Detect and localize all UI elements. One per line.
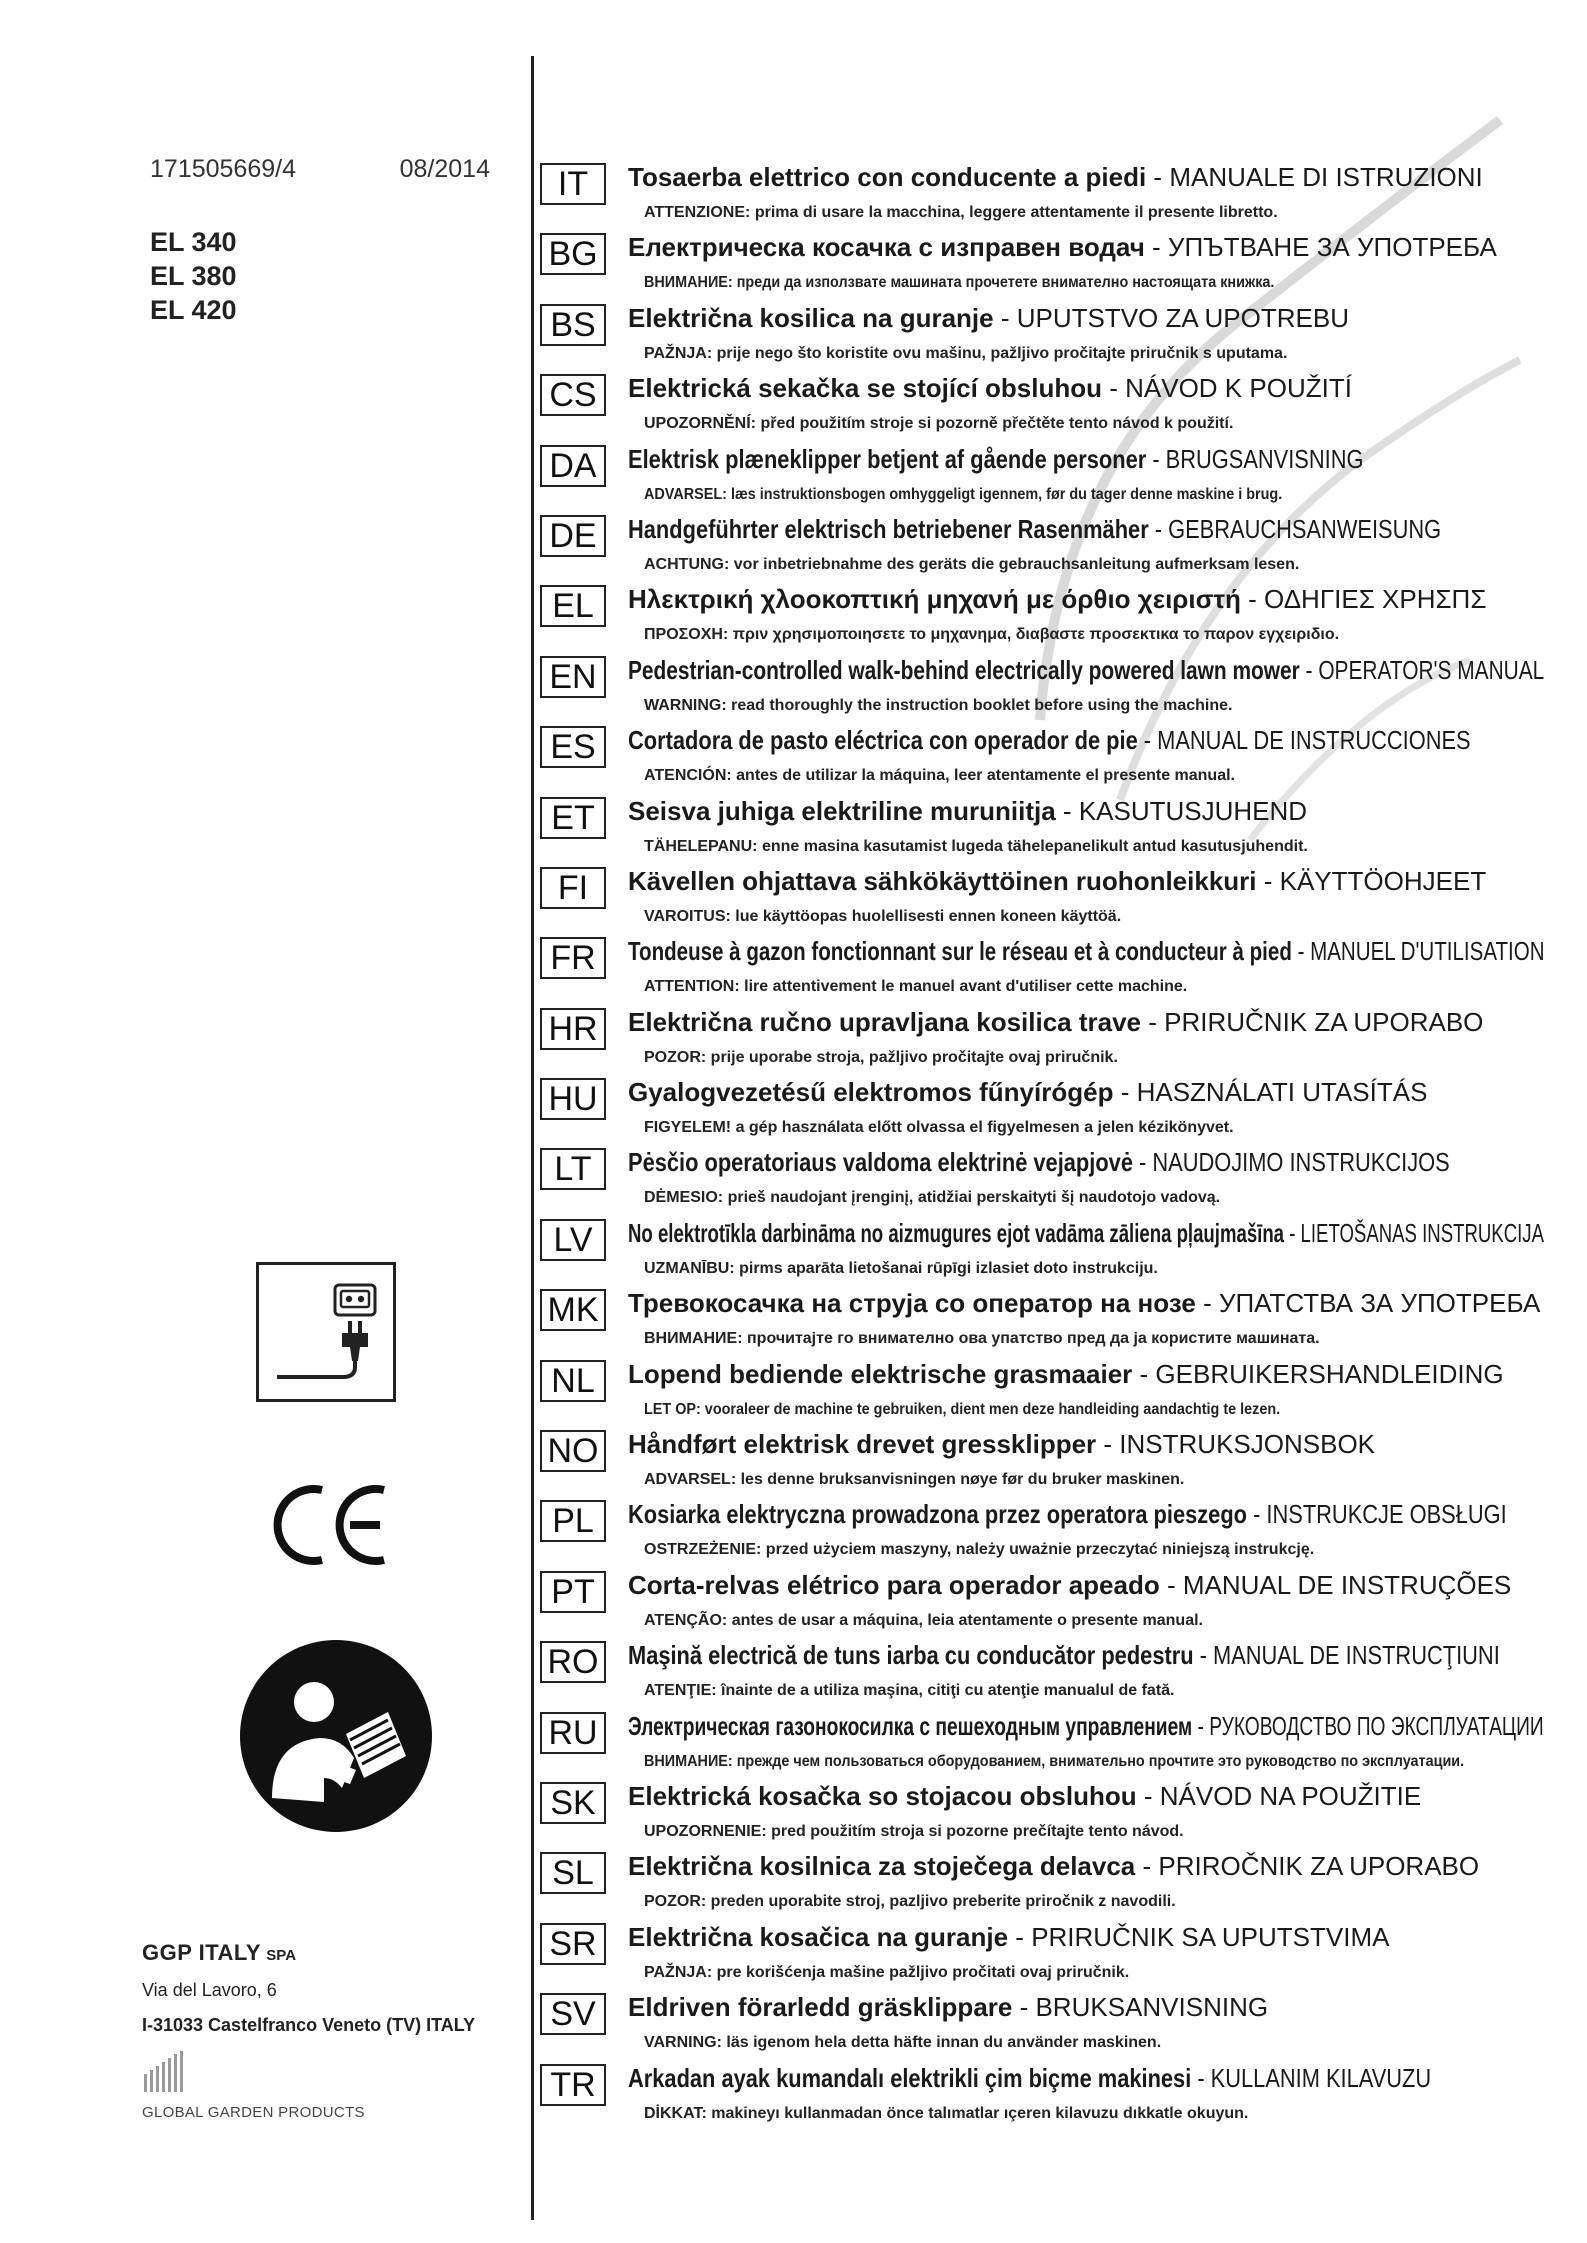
language-row-pt: [540, 1568, 1550, 1638]
model-name: EL 420: [150, 295, 237, 325]
warning-label: LET OP:: [644, 1400, 701, 1418]
language-row-el: [540, 582, 1550, 652]
warning-text: прочитајте го внимателно ова упатство пред да ја користите машината.: [747, 1330, 1320, 1348]
warning-text: pre korišćenja mašine pažljivo pročitati ovaj priručnik.: [716, 1963, 1130, 1981]
electric-plug-icon: [256, 1262, 396, 1402]
warning-line: [644, 767, 1235, 785]
warning-text: vooraleer de machine te gebruiken, dient men deze handleiding aandachtig te lezen.: [704, 1400, 1281, 1418]
language-title-line: [628, 1922, 1389, 1953]
language-list: [540, 160, 1550, 2131]
warning-label: FIGYELEM!: [644, 1119, 732, 1137]
ggp-logo-icon: [142, 2050, 202, 2097]
warning-line: [644, 2034, 1161, 2052]
warning-line: [644, 1753, 1464, 1771]
manual-type: УПЪТВАНЕ ЗА УПОТРЕБА: [1167, 232, 1497, 263]
title-separator: -: [1132, 1147, 1153, 1178]
title-separator: -: [1146, 443, 1166, 474]
product-title: Handgeführter elektrisch betriebener Rasenmäher: [628, 513, 1149, 544]
language-title-line: [628, 1218, 1544, 1249]
model-list: [150, 225, 237, 327]
warning-label: ATTENZIONE:: [644, 204, 751, 221]
warning-text: a gép használata előtt olvassa el figyelmesen a jelen kézikönyvet.: [735, 1119, 1234, 1137]
manual-type: GEBRUIKERSHANDLEIDING: [1155, 1358, 1504, 1389]
language-code-badge: BS: [540, 304, 606, 346]
warning-label: ВНИМАНИЕ:: [644, 1330, 743, 1348]
language-code-badge: MK: [540, 1289, 606, 1331]
product-title: Gyalogvezetésű elektromos fűnyírógép: [628, 1077, 1114, 1108]
title-separator: -: [1284, 1217, 1301, 1248]
product-title: Corta-relvas elétrico para operador apeado: [628, 1569, 1160, 1600]
product-title: Električna kosilnica za stoječega delavca: [628, 1851, 1136, 1882]
product-title: Električna kosilica na guranje: [628, 302, 994, 333]
warning-label: POZOR:: [644, 1893, 707, 1911]
product-title: Електрическа косачка с изправен водач: [628, 232, 1145, 263]
manual-type: KULLANIM KILAVUZU: [1210, 2062, 1432, 2093]
language-title-line: [628, 936, 1545, 967]
warning-text: prieš naudojant įrenginį, atidžiai perskaityti šį naudotojo vadovą.: [727, 1189, 1221, 1207]
language-code-badge: EL: [540, 585, 606, 627]
warning-text: makineyı kullanmadan önce talımatlar ıçeren kilavuzu dıkkatle okuyun.: [711, 2104, 1249, 2122]
product-title: Elektrisk plæneklipper betjent af gående personer: [628, 443, 1147, 474]
language-row-bg: [540, 230, 1550, 300]
product-title: Pedestrian-controlled walk-behind electrically powered lawn mower: [628, 654, 1300, 685]
language-row-sk: [540, 1779, 1550, 1849]
title-separator: -: [1148, 513, 1169, 544]
language-title-line: [628, 1007, 1483, 1038]
warning-line: [644, 1189, 1220, 1207]
language-title-line: [628, 514, 1441, 545]
language-row-de: [540, 512, 1550, 582]
language-code-badge: BG: [540, 233, 606, 275]
language-row-da: [540, 442, 1550, 512]
product-title: Seisva juhiga elektriline muruniitja: [628, 795, 1056, 826]
product-title: Tondeuse à gazon fonctionnant sur le réseau et à conducteur à pied: [628, 936, 1292, 967]
language-row-es: [540, 723, 1550, 793]
language-title-line: [628, 796, 1307, 827]
language-code-badge: ET: [540, 797, 606, 839]
title-separator: -: [1193, 1640, 1213, 1671]
manual-type: MANUAL DE INSTRUÇÕES: [1182, 1569, 1512, 1600]
warning-label: UPOZORNENIE:: [644, 1822, 767, 1840]
title-separator: -: [1240, 584, 1265, 615]
manual-type: NÁVOD NA POUŽITIE: [1159, 1780, 1422, 1811]
manual-type: GEBRAUCHSANWEISUNG: [1168, 513, 1442, 544]
company-suffix: SPA: [266, 1947, 297, 1964]
title-separator: -: [1291, 936, 1311, 967]
title-separator: -: [1191, 2062, 1211, 2093]
manual-type: KÄYTTÖOHJEET: [1279, 865, 1487, 896]
language-row-ru: [540, 1709, 1550, 1779]
language-code-badge: PL: [540, 1500, 606, 1542]
warning-line: [644, 274, 1274, 292]
title-separator: -: [993, 302, 1017, 333]
language-code-badge: SL: [540, 1852, 606, 1894]
language-code-badge: IT: [540, 163, 606, 205]
warning-text: preden uporabite stroj, pazljivo preberite priročnik z navodili.: [710, 1893, 1176, 1911]
read-manual-icon: [238, 1638, 434, 1839]
language-code-badge: ES: [540, 726, 606, 768]
warning-text: прежде чем пользоваться оборудованием, внимательно прочтите это руководство по эксплуатации.: [736, 1752, 1465, 1770]
warning-text: prima di usare la macchina, leggere attentamente il presente libretto.: [754, 204, 1278, 221]
warning-line: [644, 626, 1339, 644]
title-separator: -: [1144, 232, 1168, 263]
warning-label: ATENŢIE:: [644, 1682, 717, 1700]
warning-text: antes de usar a máquina, leia atentamente o presente manual.: [731, 1611, 1203, 1629]
language-row-cs: [540, 371, 1550, 441]
warning-text: lue käyttöopas huolellisesti ennen koneen käyttöä.: [735, 907, 1122, 925]
warning-line: [644, 1471, 1184, 1489]
language-title-line: [628, 1570, 1511, 1601]
product-title: Električna ručno upravljana kosilica trave: [628, 1006, 1142, 1037]
language-code-badge: LT: [540, 1148, 606, 1190]
warning-label: ATENÇÃO:: [644, 1611, 728, 1629]
language-title-line: [628, 866, 1486, 897]
manual-type: NAUDOJIMO INSTRUKCIJOS: [1152, 1147, 1450, 1178]
language-row-bs: [540, 301, 1550, 371]
language-row-sv: [540, 1990, 1550, 2060]
warning-label: OSTRZEŻENIE:: [644, 1541, 762, 1559]
product-title: Kävellen ohjattava sähkökäyttöinen ruohonleikkuri: [628, 865, 1257, 896]
product-title: Lopend bediende elektrische grasmaaier: [628, 1358, 1133, 1389]
title-separator: -: [1055, 795, 1079, 826]
ggp-logo-svg: [142, 2050, 202, 2092]
language-code-badge: DE: [540, 515, 606, 557]
title-separator: -: [1137, 725, 1158, 756]
language-code-badge: SK: [540, 1782, 606, 1824]
language-title-line: [628, 1288, 1540, 1319]
warning-label: ATTENTION:: [644, 978, 740, 996]
warning-text: przed użyciem maszyny, należy uważnie przeczytać niniejszą instrukcję.: [765, 1541, 1315, 1559]
title-separator: -: [1008, 1921, 1032, 1952]
title-separator: -: [1247, 1499, 1267, 1530]
warning-line: [644, 697, 1232, 715]
warning-text: pirms aparāta lietošanai rūpīgi izlasiet doto instrukciju.: [739, 1259, 1158, 1277]
warning-label: ADVARSEL:: [644, 485, 727, 503]
title-separator: -: [1135, 1851, 1159, 1882]
model-name: EL 380: [150, 261, 237, 291]
warning-label: ВНИМАНИЕ:: [644, 274, 733, 292]
language-title-line: [628, 1147, 1450, 1178]
language-title-line: [628, 1781, 1421, 1812]
warning-text: преди да използвате машината прочетете внимателно настоящата книжка.: [736, 274, 1275, 292]
warning-line: [644, 1964, 1129, 1982]
warning-line: [644, 486, 1282, 504]
warning-text: lire attentivement le manuel avant d'utiliser cette machine.: [744, 978, 1188, 996]
manual-type: LIETOŠANAS INSTRUKCIJA: [1300, 1217, 1545, 1248]
warning-line: [644, 1823, 1184, 1841]
document-number: 171505669/4: [150, 155, 296, 183]
language-code-badge: SV: [540, 1993, 606, 2035]
warning-text: read thoroughly the instruction booklet before using the machine.: [731, 696, 1233, 714]
language-code-badge: NL: [540, 1360, 606, 1402]
warning-line: [644, 1049, 1118, 1067]
manual-type: HASZNÁLATI UTASÍTÁS: [1136, 1077, 1428, 1108]
language-title-line: [628, 1851, 1479, 1882]
product-title: Cortadora de pasto eléctrica con operador de pie: [628, 725, 1138, 756]
language-row-fr: [540, 934, 1550, 1004]
ce-mark: [262, 1480, 392, 1575]
language-code-badge: RO: [540, 1641, 606, 1683]
language-code-badge: PT: [540, 1571, 606, 1613]
warning-label: UPOZORNĚNÍ:: [644, 415, 756, 433]
warning-line: [644, 978, 1187, 996]
language-code-badge: LV: [540, 1219, 606, 1261]
manual-type: PRIRUČNIK ZA UPORABO: [1164, 1006, 1484, 1037]
title-separator: -: [1113, 1077, 1137, 1108]
product-title: Maşină electrică de tuns iarba cu conducător pedestru: [628, 1640, 1194, 1671]
language-row-sr: [540, 1920, 1550, 1990]
warning-line: [644, 556, 1299, 574]
company-tagline: GLOBAL GARDEN PRODUCTS: [142, 2104, 365, 2121]
title-separator: -: [1132, 1358, 1156, 1389]
language-code-badge: FR: [540, 937, 606, 979]
language-code-badge: HU: [540, 1078, 606, 1120]
title-separator: -: [1159, 1569, 1183, 1600]
language-row-lv: [540, 1216, 1550, 1286]
language-title-line: [628, 2063, 1431, 2094]
language-row-fi: [540, 864, 1550, 934]
warning-label: DİKKAT:: [644, 2104, 707, 2122]
warning-label: POZOR:: [644, 1048, 707, 1066]
title-separator: -: [1012, 1992, 1036, 2023]
title-separator: -: [1192, 1710, 1210, 1741]
manual-type: KASUTUSJUHEND: [1078, 795, 1308, 826]
warning-text: antes de utilizar la máquina, leer atentamente el presente manual.: [736, 767, 1235, 785]
warning-line: [644, 1541, 1314, 1559]
language-code-badge: DA: [540, 445, 606, 487]
warning-label: ΠΡΟΣΟΧΗ:: [644, 626, 729, 644]
warning-text: prije uporabe stroja, pažljivo pročitajte ovaj priručnik.: [710, 1048, 1118, 1066]
warning-label: WARNING:: [644, 696, 727, 714]
warning-label: ВНИМАНИЕ:: [644, 1752, 733, 1770]
warning-text: läs igenom hela detta häfte innan du använder maskinen.: [726, 2034, 1162, 2052]
language-row-ro: [540, 1638, 1550, 1708]
language-row-nl: [540, 1357, 1550, 1427]
language-title-line: [628, 1711, 1544, 1742]
warning-line: [644, 1893, 1176, 1911]
column-divider: [531, 56, 534, 2220]
product-title: Ηλεκτρική χλοοκοπτική μηχανή με όρθιο χειριστή: [628, 584, 1241, 615]
warning-line: [644, 345, 1287, 363]
title-separator: -: [1102, 373, 1126, 404]
warning-text: prije nego što koristite ovu mašinu, pažljivo pročitajte priručnik s uputama.: [716, 344, 1288, 362]
warning-label: VAROITUS:: [644, 907, 731, 925]
warning-text: les denne bruksanvisningen nøye før du bruker maskinen.: [740, 1471, 1185, 1489]
warning-text: enne masina kasutamist lugeda tähelepanelikult antud kasutusjuhendit.: [761, 837, 1308, 855]
language-row-hu: [540, 1075, 1550, 1145]
warning-label: ADVARSEL:: [644, 1471, 737, 1489]
warning-label: ACHTUNG:: [644, 555, 730, 573]
language-row-it: [540, 160, 1550, 230]
warning-line: [644, 1119, 1234, 1137]
product-title: Тревокосачка на струја со оператор на нозе: [628, 1288, 1196, 1319]
product-title: Električna kosačica na guranje: [628, 1921, 1009, 1952]
product-title: No elektrotīkla darbināma no aizmugures ejot vadāma zāliena pļaujmašīna: [628, 1217, 1285, 1248]
warning-label: UZMANĪBU:: [644, 1259, 735, 1277]
warning-text: pred použitím stroja si pozorne prečítajte tento návod.: [771, 1822, 1184, 1840]
manual-type: MANUAL DE INSTRUCCIONES: [1157, 725, 1471, 756]
product-title: Pėsčio operatoriaus valdoma elektrinė vejapjovė: [628, 1147, 1133, 1178]
language-title-line: [628, 232, 1497, 263]
title-separator: -: [1136, 1780, 1160, 1811]
warning-text: před použitím stroje si pozorně přečtěte tento návod k použití.: [760, 415, 1234, 433]
warning-text: vor inbetriebnahme des geräts die gebrauchsanleitung aufmerksam lesen.: [733, 555, 1300, 573]
language-code-badge: HR: [540, 1008, 606, 1050]
language-code-badge: SR: [540, 1923, 606, 1965]
language-row-no: [540, 1427, 1550, 1497]
language-title-line: [628, 725, 1471, 756]
document-code-line: [150, 155, 490, 184]
manual-type: MANUEL D'UTILISATION: [1310, 936, 1545, 967]
warning-line: [644, 838, 1308, 856]
language-title-line: [628, 162, 1483, 193]
manual-type: РУКОВОДСТВО ПО ЭКСПЛУАТАЦИИ: [1209, 1710, 1544, 1741]
product-title: Kosiarka elektryczna prowadzona przez operatora pieszego: [628, 1499, 1248, 1530]
company-name: GGP ITALY: [142, 1940, 262, 1965]
warning-line: [644, 2105, 1248, 2123]
language-row-mk: [540, 1286, 1550, 1356]
language-title-line: [628, 303, 1349, 334]
language-title-line: [628, 655, 1544, 686]
product-title: Håndført elektrisk drevet gressklipper: [628, 1429, 1097, 1460]
warning-line: [644, 1682, 1175, 1700]
title-separator: -: [1096, 1429, 1120, 1460]
language-title-line: [628, 1499, 1507, 1530]
warning-text: πριν χρησιμοποιησετε το μηχανημα, διαβαστε προσεκτικα το παρον εγχειριδιο.: [732, 626, 1340, 644]
language-title-line: [628, 1359, 1504, 1390]
warning-text: înainte de a utiliza maşina, citiţi cu atenţie manualul de fată.: [721, 1682, 1175, 1700]
manual-type: ΟΔΗΓΙΕΣ ΧΡΗΣΠΣ: [1264, 584, 1487, 615]
company-address: [142, 1940, 475, 2036]
manual-type: OPERATOR'S MANUAL: [1318, 654, 1545, 685]
product-title: Elektrická sekačka se stojící obsluhou: [628, 373, 1103, 404]
manual-type: NÁVOD K POUŽITÍ: [1125, 373, 1352, 404]
language-row-en: [540, 653, 1550, 723]
language-row-et: [540, 794, 1550, 864]
title-separator: -: [1256, 865, 1280, 896]
left-column: [0, 0, 530, 2243]
model-name: EL 340: [150, 227, 237, 257]
ce-mark-svg: [262, 1480, 392, 1570]
manual-type: УПАТСТВА ЗА УПОТРЕБА: [1218, 1288, 1541, 1319]
warning-line: [644, 908, 1121, 926]
language-title-line: [628, 373, 1352, 404]
title-separator: -: [1195, 1288, 1219, 1319]
language-code-badge: FI: [540, 867, 606, 909]
product-title: Электрическая газонокосилка с пешеходным управлением: [628, 1710, 1193, 1741]
language-title-line: [628, 444, 1363, 475]
warning-label: VARNING:: [644, 2034, 722, 2052]
warning-line: [644, 204, 1278, 222]
plug-svg: [259, 1265, 393, 1399]
document-date: 08/2014: [399, 155, 490, 183]
warning-label: PAŽNJA:: [644, 1963, 713, 1981]
language-row-lt: [540, 1145, 1550, 1215]
manual-type: PRIROČNIK ZA UPORABO: [1158, 1851, 1480, 1882]
manual-type: BRUGSANVISNING: [1165, 443, 1364, 474]
warning-line: [644, 415, 1233, 433]
manual-type: PRIRUČNIK SA UPUTSTVIMA: [1031, 1921, 1390, 1952]
title-separator: -: [1141, 1006, 1165, 1037]
warning-line: [644, 1330, 1320, 1348]
language-title-line: [628, 1640, 1500, 1671]
warning-label: DĖMESIO:: [644, 1189, 724, 1207]
language-title-line: [628, 1429, 1375, 1460]
language-row-tr: [540, 2061, 1550, 2131]
company-street: Via del Lavoro, 6: [142, 1980, 277, 2000]
language-code-badge: TR: [540, 2064, 606, 2106]
title-separator: -: [1146, 162, 1170, 192]
language-code-badge: CS: [540, 374, 606, 416]
product-title: Arkadan ayak kumandalı elektrikli çim biçme makinesi: [628, 2062, 1192, 2093]
language-code-badge: EN: [540, 656, 606, 698]
read-manual-svg: [238, 1638, 434, 1834]
language-row-pl: [540, 1497, 1550, 1567]
language-row-hr: [540, 1005, 1550, 1075]
manual-type: INSTRUKCJE OBSŁUGI: [1266, 1499, 1507, 1530]
product-title: Tosaerba elettrico con conducente a piedi: [628, 162, 1147, 192]
language-title-line: [628, 1992, 1268, 2023]
language-title-line: [628, 1077, 1427, 1108]
manual-type: MANUALE DI ISTRUZIONI: [1169, 162, 1483, 192]
warning-line: [644, 1401, 1280, 1419]
company-city: I-31033 Castelfranco Veneto (TV) ITALY: [142, 2015, 476, 2035]
warning-label: TÄHELEPANU:: [644, 837, 758, 855]
title-separator: -: [1299, 654, 1319, 685]
language-title-line: [628, 584, 1486, 615]
product-title: Eldriven förarledd gräsklippare: [628, 1992, 1013, 2023]
manual-type: MANUAL DE INSTRUCŢIUNI: [1212, 1640, 1500, 1671]
language-row-sl: [540, 1849, 1550, 1919]
manual-type: UPUTSTVO ZA UPOTREBU: [1016, 302, 1349, 333]
language-code-badge: RU: [540, 1712, 606, 1754]
warning-text: læs instruktionsbogen omhyggeligt igennem, før du tager denne maskine i brug.: [730, 485, 1283, 503]
product-title: Elektrická kosačka so stojacou obsluhou: [628, 1780, 1137, 1811]
warning-line: [644, 1260, 1158, 1278]
manual-type: INSTRUKSJONSBOK: [1119, 1429, 1376, 1460]
warning-label: PAŽNJA:: [644, 344, 713, 362]
manual-type: BRUKSANVISNING: [1035, 1992, 1269, 2023]
language-code-badge: NO: [540, 1430, 606, 1472]
warning-label: ATENCIÓN:: [644, 767, 732, 785]
warning-line: [644, 1612, 1203, 1630]
